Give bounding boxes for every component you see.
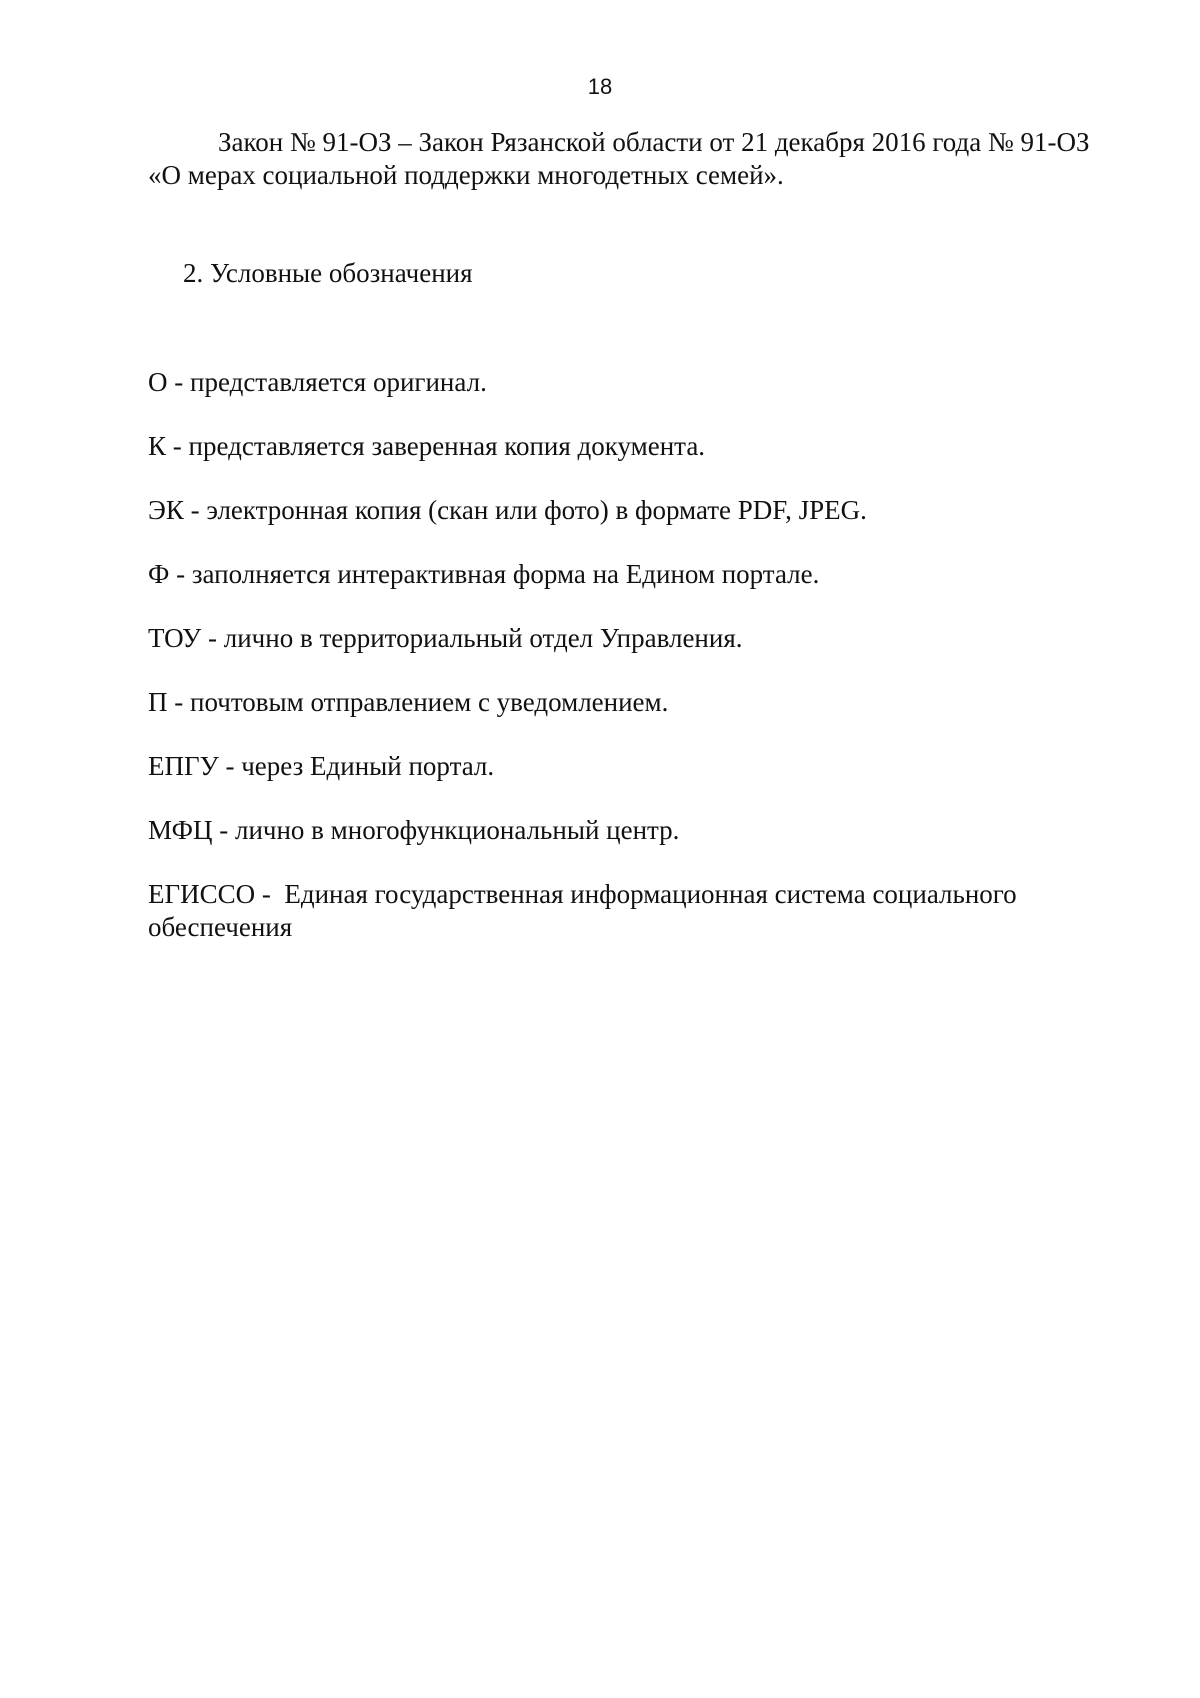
legend-separator: -	[166, 431, 189, 461]
legend-description: лично в территориальный отдел Управления.	[223, 623, 743, 653]
legend-code: ЕПГУ	[148, 751, 219, 781]
law-reference	[148, 126, 1148, 192]
legend-separator: -	[255, 879, 285, 909]
legend-description: заполняется интерактивная форма на Едином портале.	[191, 559, 820, 589]
legend-code: МФЦ	[148, 815, 213, 845]
legend-description: Единая государственная информационная система социального обеспечения	[148, 879, 1017, 942]
legend-item-egisso	[148, 878, 1068, 944]
legend-list	[148, 366, 1148, 944]
legend-code: ТОУ	[148, 623, 202, 653]
section-heading: 2. Условные обозначения	[183, 258, 473, 288]
legend-description: лично в многофункциональный центр.	[234, 815, 680, 845]
legend-separator: -	[183, 495, 207, 525]
legend-code: ЭК	[148, 495, 184, 525]
legend-separator: -	[167, 367, 190, 397]
legend-item-electronic-copy	[148, 494, 1148, 558]
legend-separator: -	[218, 751, 242, 781]
legend-code: О	[148, 367, 168, 397]
legend-code: П	[148, 687, 168, 717]
legend-separator: -	[201, 623, 224, 653]
legend-separator: -	[167, 687, 190, 717]
legend-item-certified-copy	[148, 430, 1148, 494]
legend-separator: -	[212, 815, 235, 845]
legend-item-interactive-form	[148, 558, 1148, 622]
page-number: 18	[587, 74, 613, 99]
legend-description: электронная копия (скан или фото) в формате PDF, JPEG.	[206, 495, 867, 525]
legend-description: представляется оригинал.	[190, 367, 487, 397]
legend-description: через Единый портал.	[241, 751, 495, 781]
legend-item-original	[148, 366, 1148, 430]
legend-code: К	[148, 431, 167, 461]
legend-item-territorial-office	[148, 622, 1148, 686]
legend-separator: -	[169, 559, 192, 589]
law-reference-line-1: Закон № 91-ОЗ – Закон Рязанской области от 21 декабря 2016 года № 91-ОЗ	[218, 127, 1090, 157]
law-reference-line-2: «О мерах социальной поддержки многодетных семей».	[148, 160, 784, 190]
legend-description: почтовым отправлением с уведомлением.	[190, 687, 669, 717]
legend-item-unified-portal	[148, 750, 1148, 814]
legend-item-postal	[148, 686, 1148, 750]
legend-code: Ф	[148, 559, 170, 589]
legend-item-mfc	[148, 814, 1148, 878]
legend-description: представляется заверенная копия документа.	[188, 431, 706, 461]
legend-code: ЕГИССО	[148, 879, 256, 909]
